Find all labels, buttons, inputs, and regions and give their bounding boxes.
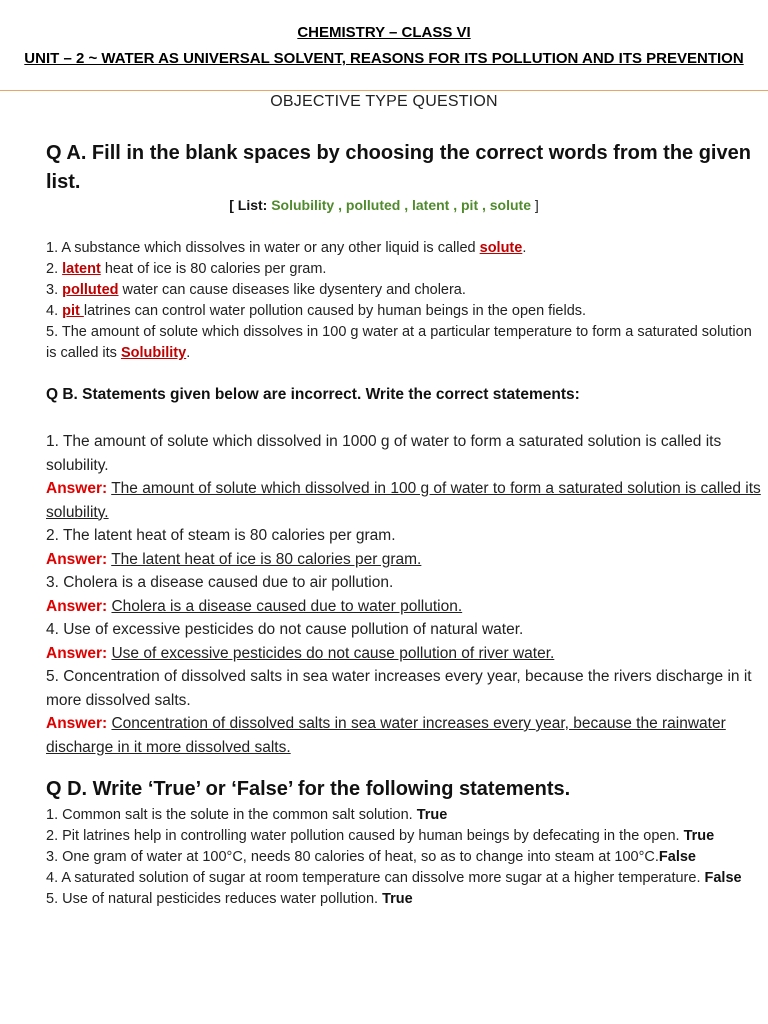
qb-question: 4. Use of excessive pesticides do not cause pollution of natural water.	[46, 621, 524, 638]
qa-item: 1. A substance which dissolves in water or any other liquid is called solute.	[46, 240, 527, 256]
qb-answer: Answer: Use of excessive pesticides do not cause pollution of river water.	[46, 644, 555, 662]
section-title: OBJECTIVE TYPE QUESTION	[270, 93, 498, 110]
qd-verdict: False	[704, 870, 742, 886]
word-list	[0, 197, 768, 213]
qd-item: 4. A saturated solution of sugar at room temperature can dissolve more sugar at a higher temperature. False	[46, 870, 742, 886]
qd-verdict: False	[658, 849, 696, 865]
qd-verdict: True	[683, 828, 715, 844]
qa-answer: polluted	[62, 282, 119, 298]
answer-label: Answer:	[46, 644, 108, 662]
answer-label: Answer:	[46, 550, 108, 568]
page-title: CHEMISTRY – CLASS VI	[297, 24, 471, 41]
qd-title: Q D. Write ‘True’ or ‘False’ for the following statements.	[46, 778, 571, 800]
word-list-words: Solubility , polluted , latent , pit , solute	[271, 197, 531, 213]
qb-items	[46, 430, 762, 759]
qa-item: 5. The amount of solute which dissolves in 100 g water at a particular temperature to form a saturated solution is called its Solubility.	[46, 324, 752, 361]
word-list-suffix: ]	[534, 197, 539, 213]
qa-answer: latent	[62, 261, 101, 277]
answer-label: Answer:	[46, 715, 108, 732]
qb-answer: Answer: The amount of solute which dissolved in 100 g of water to form a saturated solution is called its solubility.	[46, 480, 761, 521]
qa-answer: Solubility	[120, 345, 187, 361]
qb-answer: Answer: Concentration of dissolved salts in sea water increases every year, because the rainwater discharge in it more dissolved salts.	[46, 715, 726, 756]
unit-title: UNIT – 2 ~ WATER AS UNIVERSAL SOLVENT, REASONS FOR ITS POLLUTION AND ITS PREVENTION	[24, 50, 744, 67]
answer-label: Answer:	[46, 597, 108, 615]
qa-item: 4. pit latrines can control water pollution caused by human beings in the open fields.	[46, 303, 587, 319]
header-divider	[0, 90, 768, 91]
answer-label: Answer:	[46, 480, 108, 497]
qa-item: 2. latent heat of ice is 80 calories per gram.	[46, 261, 327, 277]
qd-verdict: True	[416, 807, 448, 823]
qb-answer: Answer: The latent heat of ice is 80 calories per gram.	[46, 550, 422, 568]
word-list-prefix: [ List:	[229, 197, 268, 213]
qb-question: 3. Cholera is a disease caused due to air pollution.	[46, 574, 394, 591]
qd-verdict: True	[382, 891, 413, 907]
qd-item: 1. Common salt is the solute in the common salt solution. True	[46, 807, 448, 823]
qd-items	[46, 805, 762, 910]
qa-answer: solute	[479, 240, 523, 256]
qa-title: Q A. Fill in the blank spaces by choosing the correct words from the given list.	[46, 142, 751, 193]
qb-title: Q B. Statements given below are incorrect. Write the correct statements:	[46, 386, 580, 403]
qd-item: 5. Use of natural pesticides reduces water pollution. True	[46, 891, 413, 907]
qb-answer: Answer: Cholera is a disease caused due to water pollution.	[46, 597, 463, 615]
qd-item: 3. One gram of water at 100°C, needs 80 calories of heat, so as to change into steam at 100°C.False	[46, 849, 696, 865]
qb-question: 5. Concentration of dissolved salts in sea water increases every year, because the rivers discharge in it more dissolved salts.	[46, 668, 752, 709]
qa-items	[46, 238, 762, 364]
qa-item: 3. polluted water can cause diseases like dysentery and cholera.	[46, 282, 466, 298]
qb-question: 2. The latent heat of steam is 80 calories per gram.	[46, 527, 396, 544]
qb-question: 1. The amount of solute which dissolved in 1000 g of water to form a saturated solution is called its solubility.	[46, 433, 722, 474]
qd-item: 2. Pit latrines help in controlling water pollution caused by human beings by defecating in the open. True	[46, 828, 715, 844]
qa-answer: pit	[62, 303, 84, 319]
